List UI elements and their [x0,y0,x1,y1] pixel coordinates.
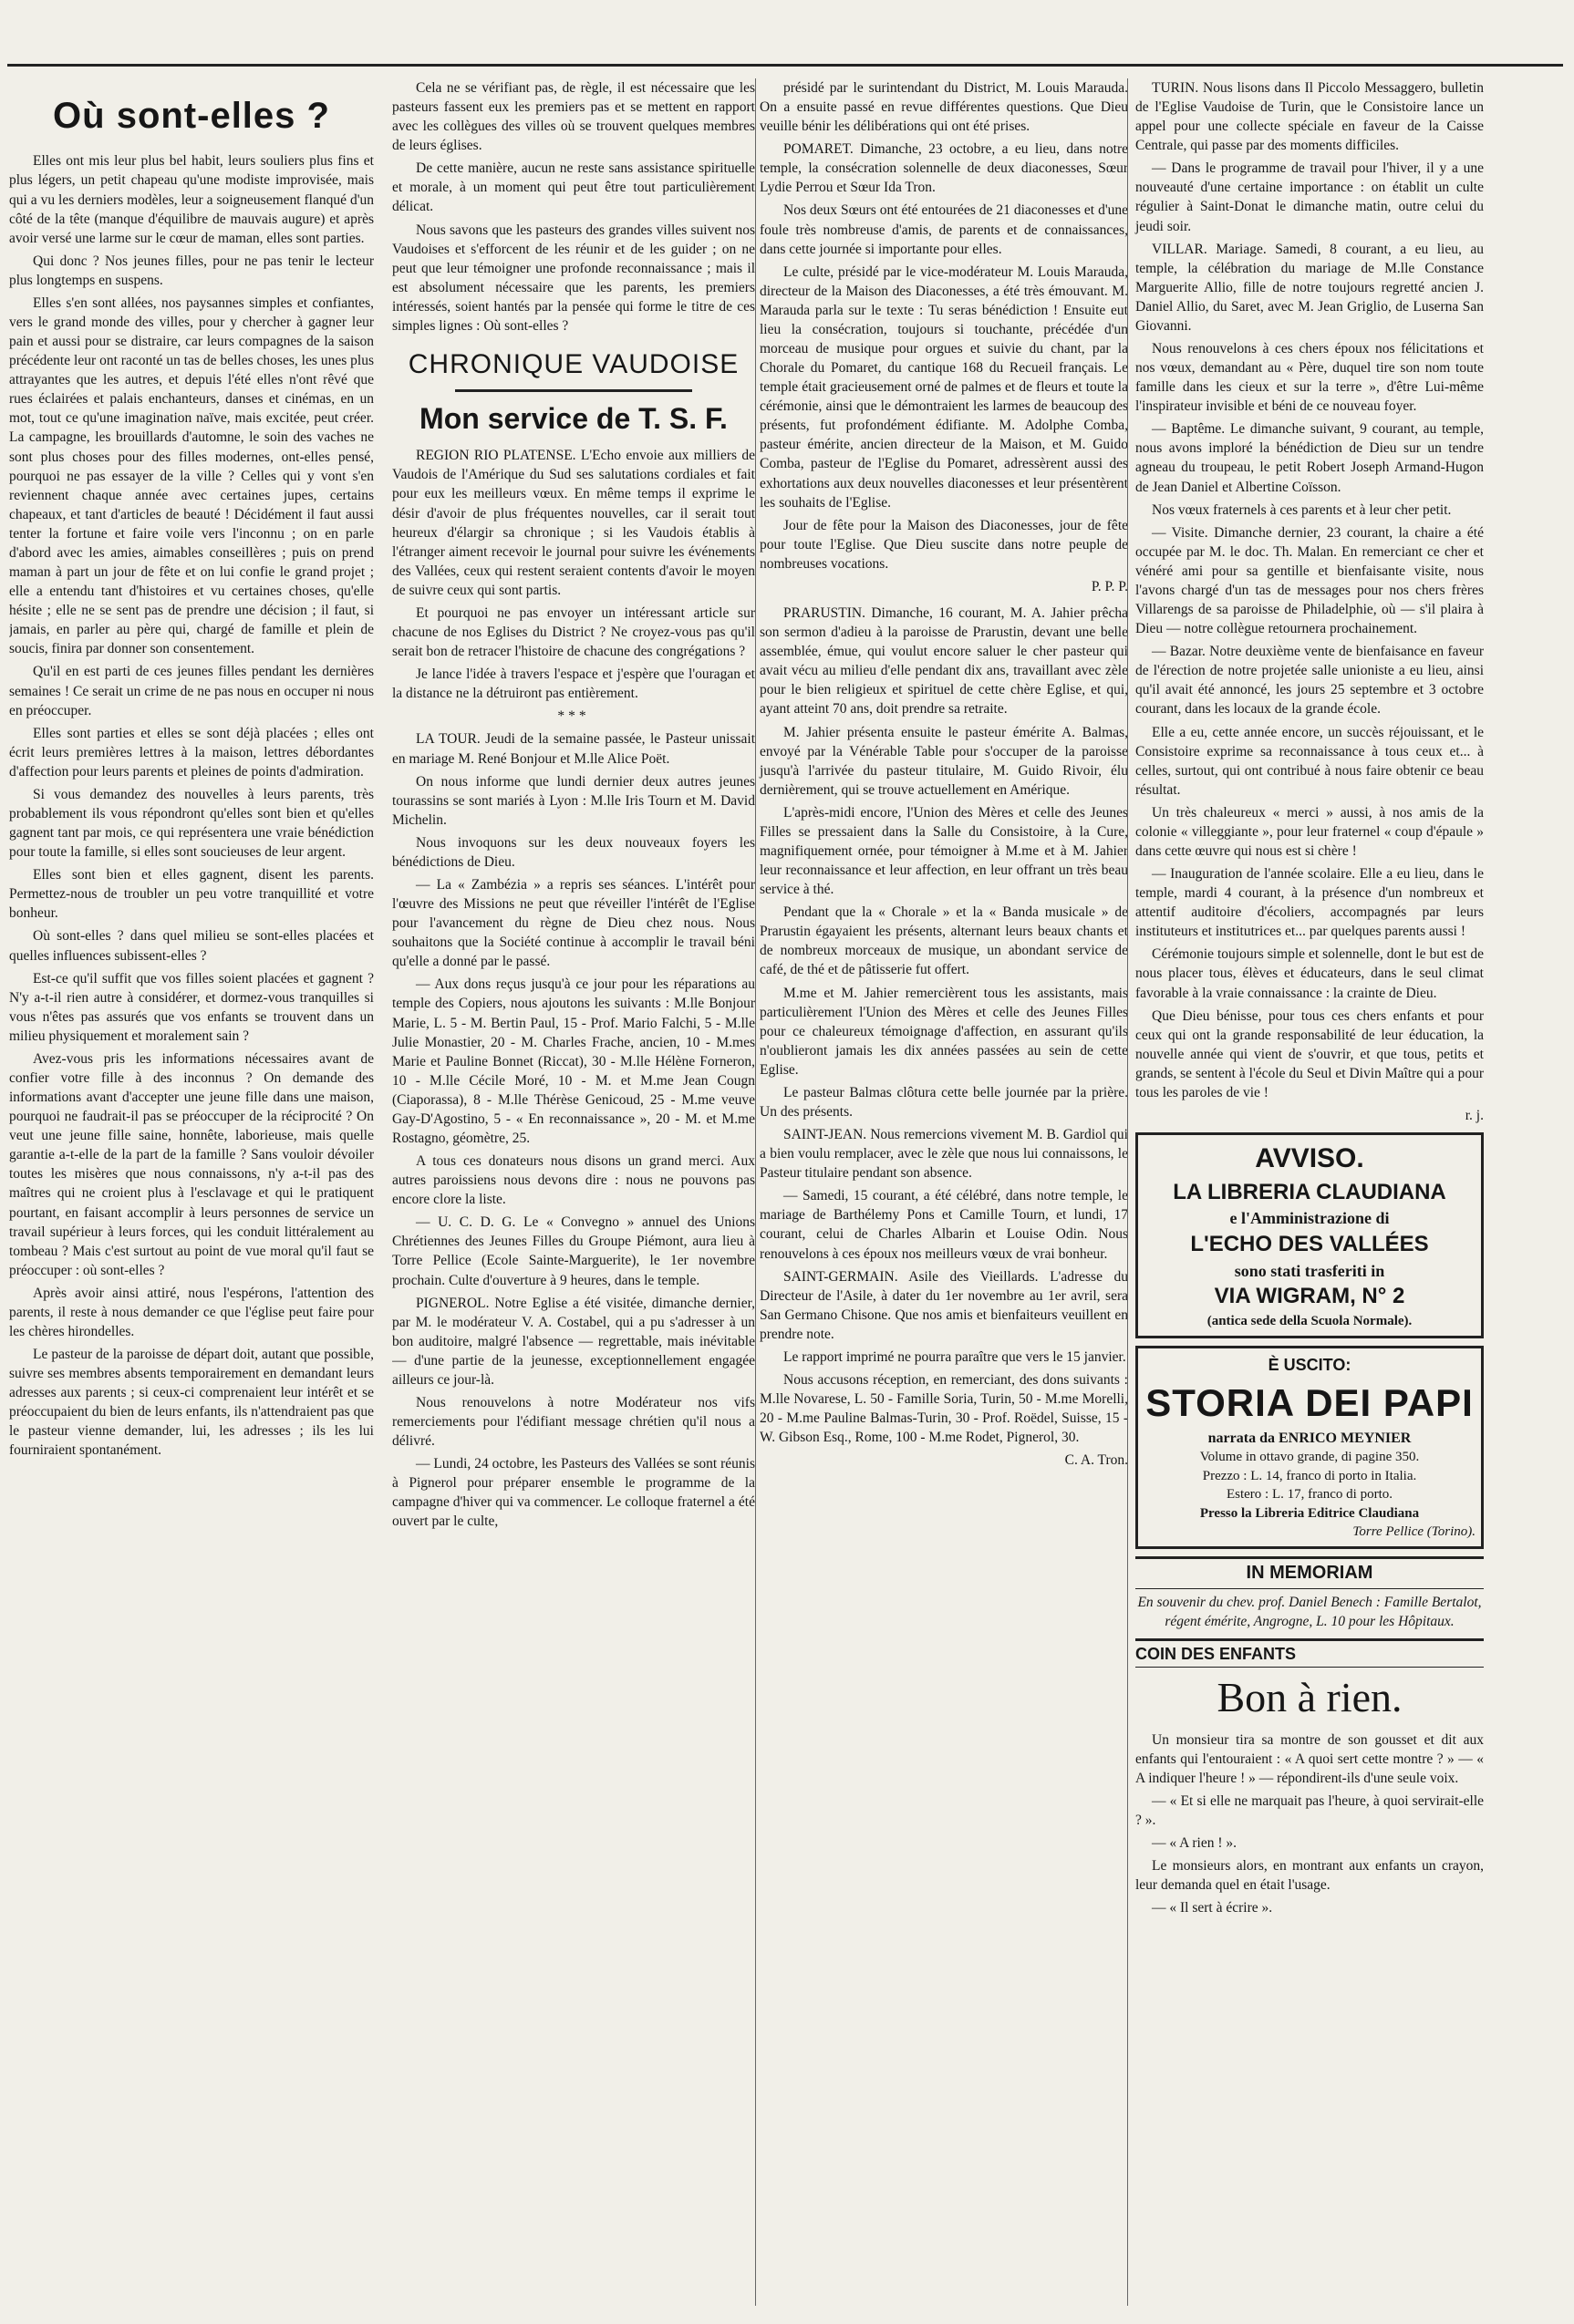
advert-line: Torre Pellice (Torino). [1352,1524,1476,1539]
advert-title: STORIA DEI PAPI [1145,1380,1474,1424]
signature: C. A. Tron. [1064,1452,1128,1469]
column-1 [9,78,374,2306]
chronicle-body [392,729,755,1531]
children-story-body [1135,1730,1484,1918]
paragraph: — U. C. D. G. Le « Convegno » annuel des Unions Chrétiennes des Jeunes Filles du Groupe Piémont, aura lieu à Torre Pellice (Ecole Sainte-Marguerite), le 1er novembre prochain. Culte d'ouverture à 9 heures, dans le temple. [392,1214,755,1288]
paragraph: A tous ces donateurs nous disons un grand merci. Aux autres paroissiens nous devons dire : nous ne pouvons pas encore clore la liste. [392,1153,755,1208]
paragraph: Elle a eu, cette année encore, un succès réjouissant, et le Consistoire exprime sa reconnaissance à tous ceux et... à celles, surtout, qui ont contribué à nous faire obtenir ce beau résultat. [1135,724,1484,798]
avviso-line: VIA WIGRAM, N° 2 [1214,1284,1405,1309]
paragraph: L'après-midi encore, l'Union des Mères et celle des Jeunes Filles se pressaient dans la Salle du Consistoire, à la Cure, magnifiquement ornée, pour témoigner à M.me et à M. Jahier leur reconnaissance et leur affection, en leur offrant un très beau service à thé. [760,804,1128,898]
paragraph: Le pasteur de la paroisse de départ doit, autant que possible, suivre ses membres absents temporairement en demandant leurs adresses aux parents ; si ceux-ci comprenaient leur intérêt et se préoccupaient du bien de leurs enfants, ils n'attendraient pas que le pasteur vienne demander, lui, les adresses ; ils les lui fourniraient spontanément. [9,1347,374,1459]
column-3 [755,78,1128,2306]
avviso-line: LA LIBRERIA CLAUDIANA [1173,1179,1446,1204]
paragraph: LA TOUR. Jeudi de la semaine passée, le Pasteur unissait en mariage M. René Bonjour et M.lle Alice Poët. [392,731,755,767]
paragraph: Qui donc ? Nos jeunes filles, pour ne pas tenir le lecteur plus longtemps en suspens. [9,253,374,288]
paragraph: — Inauguration de l'année scolaire. Elle a eu lieu, dans le temple, mardi 4 courant, à la présence d'un nombreux et attentif auditoire d'écoliers, accompagnés par leurs instituteurs et institutrices et... par quelques parents aussi ! [1135,866,1484,940]
paragraph: Et pourquoi ne pas envoyer un intéressant article sur chacune de nos Eglises du District ? Ne croyez-vous pas qu'il serait bon de retracer l'histoire de chacune des congrégations ? [392,604,755,660]
advert-line: Presso la Libreria Editrice Claudiana [1199,1505,1420,1521]
advert-line: Volume in ottavo grande, di pagine 350. [1199,1450,1420,1465]
section-title: CHRONIQUE VAUDOISE [408,349,740,380]
paragraph: Elles sont bien et elles gagnent, disent les parents. Permettez-nous de troubler un peu votre tranquillité et votre bonheur. [9,867,374,922]
paragraph: PRARUSTIN. Dimanche, 16 courant, M. A. Jahier prêcha son sermon d'adieu à la paroisse de Prarustin, devant une belle assemblée, émue, qui voulut encore saluer le cher pasteur qui avait vécu au milieu d'elle pendant dix ans, travaillant avec zèle pour le bien religieux et spirituel de cette chère Eglise, et qui, ayant atteint 70 ans, doit prendre sa retraite. [760,605,1128,718]
paragraph: Elles sont parties et elles se sont déjà placées ; elles ont écrit leurs premières lettres à la maison, lettres débordantes d'affection pour leurs parents et pleines de points d'admiration. [9,725,374,780]
column-4 [1127,78,1484,2306]
paragraph: PIGNEROL. Notre Eglise a été visitée, dimanche dernier, par M. le modérateur V. A. Costabel, qui a pu s'adresser à un bon auditoire, malgré l'absence — regrettable, mais inévitable — d'une partie de la jeunesse, exceptionnellement engagée ailleurs ce jour-là. [392,1295,755,1388]
paragraph: Nous savons que les pasteurs des grandes villes suivent nos Vaudoises et s'efforcent de les réunir et de les guider ; on ne peut que leur témoigner une profonde reconnaissance ; mais il est absolument nécessaire que les parents, les premiers intéressés, soient hantés par la pensée qui forme le titre de ces simples lignes : Où sont-elles ? [392,222,755,334]
chronicle-body-a [760,78,1128,573]
paragraph: Elles ont mis leur plus bel habit, leurs souliers plus fins et plus légers, un petit chapeau qu'une modiste improvisée, mais qui a vu les derniers modèles, leur a soigneusement flanqué d'un côté de la tête (manque d'équilibre de mauvais augure) et après avoir versé une larme sur le cœur de maman, elles sont parties. [9,153,374,246]
paragraph: Pendant que la « Chorale » et la « Banda musicale » de Prarustin égayaient les présents, alternant leurs beaux chants et de nombreux morceaux de musique, un abondant service de café, de thé et de pâtisserie fut offert. [760,904,1128,978]
paragraph: — Baptême. Le dimanche suivant, 9 courant, au temple, nous avons imploré la bénédiction de Dieu sur un tendre agneau du troupeau, le petit Robert Joseph Armand-Hugon de Jean Daniel et Albertine Coïsson. [1135,421,1484,495]
separator-stars: *** [557,708,590,725]
avviso-notice [1135,1132,1484,1338]
paragraph: Nous renouvelons à ces chers époux nos félicitations et nos vœux, demandant au « Père, duquel tire son nom toute famille dans les cieux et sur la terre », d'être Lui-même l'inspirateur invisible et béni de ce nouveau foyer. [1135,341,1484,415]
article-title: Où sont-elles ? [53,96,330,136]
paragraph: M. Jahier présenta ensuite le pasteur émérite A. Balmas, envoyé par la Vénérable Table pour s'occuper de la paroisse jusqu'à l'arrivée du pasteur titulaire, M. Guido Rivoir, élu dernièrement, qui se trouve actuellement en Amérique. [760,724,1128,798]
paragraph: — Lundi, 24 octobre, les Pasteurs des Vallées se sont réunis à Pignerol pour préparer ensemble le programme de la campagne d'hiver qui va commencer. Le colloque fraternel a été ouvert par le culte, [392,1456,755,1530]
paragraph: TURIN. Nous lisons dans Il Piccolo Messaggero, bulletin de l'Eglise Vaudoise de Turin, que le Consistoire lance un appel pour une collecte spéciale en faveur de la Caisse Centrale, qui passe par des moments difficiles. [1135,80,1484,154]
paragraph: — Visite. Dimanche dernier, 23 courant, la chaire a été occupée par M. le doc. Th. Malan. En remerciant ce cher et vénéré ami pour sa gentille et bienfaisante visite, nous l'avons chargé d'un tas de messages pour nos chers frères Villarengs de sa paroisse de Philadelphie, où — s'il plaira à Dieu — notre collègue retournera prochainement. [1135,524,1484,637]
avviso-line: sono stati trasferiti in [1234,1261,1385,1280]
paragraph: Où sont-elles ? dans quel milieu se sont-elles placées et quelles influences subissent-elles ? [9,928,374,964]
paragraph: Le pasteur Balmas clôtura cette belle journée par la prière. Un des présents. [760,1084,1128,1120]
signature: P. P. P. [1091,578,1128,594]
paragraph: Nous accusons réception, en remerciant, des dons suivants : M.lle Novarese, L. 50 - Famille Soria, Turin, 50 - M.me Morelli, 20 - M.me Pauline Balmas-Turin, 30 - Prof. Roëdel, Suisse, 15 - W. Gibson Esq., Rome, 100 - M.me Rodet, Pignerol, 30. [760,1372,1128,1446]
paragraph: Le rapport imprimé ne pourra paraître que vers le 15 janvier. [783,1348,1126,1365]
column-2 [392,78,755,2306]
paragraph: Un très chaleureux « merci » aussi, à nos amis de la colonie « villeggiante », pour leur fraternel « coup d'épaule » dans cette œuvre qui nous est si chère ! [1135,804,1484,859]
paragraph: On nous informe que lundi dernier deux autres jeunes tourassins se sont mariés à Lyon : M.lle Iris Tourn et M. David Michelin. [392,773,755,828]
paragraph: Si vous demandez des nouvelles à leurs parents, très probablement ils vous répondront qu'elles sont bien et qu'elles gagnent tant par mois, ce qui représentera une vraie bénédiction pour toute la famille, si elles sont soucieuses de leur argent. [9,786,374,861]
paragraph: — « A rien ! ». [1152,1835,1237,1852]
avviso-line: (antica sede della Scuola Normale). [1206,1313,1413,1328]
tsf-title: Mon service de T. S. F. [419,401,728,435]
paragraph: — Dans le programme de travail pour l'hiver, il y a une nouveauté d'une certaine importance : on établit un culte régulier à Saint-Donat le dimanche matin, outre celui du jeudi soir. [1135,160,1484,234]
advert-line: narrata da ENRICO MEYNIER [1207,1430,1412,1446]
paragraph: — « Il sert à écrire ». [1152,1900,1273,1916]
paragraph: Nous renouvelons à notre Modérateur nos vifs remerciements pour l'édifiant message chrétien qu'il nous a délivré. [392,1395,755,1450]
paragraph: — Bazar. Notre deuxième vente de bienfaisance en faveur de l'érection de notre projetée salle unioniste a eu lieu, ainsi qu'il avait été annoncé, les jours 25 septembre et 3 octobre courant, dans les locaux de la grande école. [1135,644,1484,718]
avviso-line: L'ECHO DES VALLÉES [1190,1231,1429,1256]
paragraph: VILLAR. Mariage. Samedi, 8 courant, a eu lieu, au temple, la célébration du mariage de M.lle Constance Marguerite Allio, fille de notre toujours regretté ancien J. Daniel Allio, du Saret, avec M. Jean Griglio, de Luserna San Giovanni. [1135,241,1484,334]
paragraph: Elles s'en sont allées, nos paysannes simples et confiantes, vers le grand monde des villes, pour y chercher à gagner leur pain et aussi pour se distraire, car leurs compagnes de la saison précédente leur ont raconté un tas de belles choses, les unes plus attrayantes que les autres, et depuis l'été elles n'ont rêvé que rues éclairées et palais enchanteurs, danses et cinémas, en un mot, tout ce qu'une imagination naïve, mais excitée, peut créer. La campagne, les brouillards d'automne, le soin des vaches ne sont plus choses pour des filles modernes, ont-elles pensé, pourquoi ne pas essayer de la ville ? Celles qui y vont s'en reviennent chaque année avec certaines jupes, certains chapeaux, et tant d'articles de beauté ! Décidément il faut aussi tenter la fortune et faire voile vers l'inconnu ; on en parle d'abord avec les amies, aimables conseillères ; puis on prend maman à part un jour de fête et on lui confie le grand projet ; elle a entendu tant d'histoires et vu certaines choses, qu'elle hésite ; elle ne se sent pas de prendre une décision ; il faut, si jamais, en parler au père qui, chargé de famille et plein de soucis, finira par donner son consentement. [9,294,374,657]
advert-line: È USCITO: [1268,1356,1351,1375]
memoriam-paragraph: En souvenir du chev. prof. Daniel Benech : Famille Bertalot, régent émérite, Angrogne, L. 10 pour les Hôpitaux. [1137,1594,1482,1629]
paragraph: POMARET. Dimanche, 23 octobre, a eu lieu, dans notre temple, la consécration solennelle de deux diaconesses, Sœur Lydie Perrou et Sœur Ida Tron. [760,141,1128,196]
tsf-body [392,446,755,703]
paragraph: Le culte, présidé par le vice-modérateur M. Louis Marauda, directeur de la Maison des Diaconesses, a été très émouvant. M. Marauda parla sur le texte : Tu seras bénédiction ! Ensuite eut lieu la consécration, toujours si touchante, précédée d'un morceau de musique pour orgues et suivie du chant, par la Chorale du Pomaret, du cantique 168 du Recueil français. Le temple était gracieusement orné de palmes et de fleurs et toute la cérémonie, ainsi que le démontraient les larmes de beaucoup des présents, fut profondément édifiante. M. Adolphe Comba, pasteur émérite, ancien directeur de la Maison, et M. Guido Comba, pasteur de l'Eglise du Pomaret, adressèrent aussi des exhortations aux deux nouvelles diaconesses et leur présentèrent les souhaits de l'Eglise. [760,263,1128,511]
paragraph: Est-ce qu'il suffit que vos filles soient placées et gagnent ? N'y a-t-il rien autre à considérer, et dormez-vous tranquilles si vous n'êtes pas assurés que vos enfants se trouvent dans un milieu physiquement et moralement sain ? [9,970,374,1044]
avviso-line: e l'Amministrazione di [1229,1209,1390,1228]
chronicle-body [1135,78,1484,1102]
memoriam-title: IN MEMORIAM [1135,1556,1484,1588]
paragraph: Avez-vous pris les informations nécessaires avant de confier votre fille à des inconnus ? On demande des informations avant d'accepter une jeune fille dans une maison, pourquoi ne faudrait-il pas se préoccuper de la réciprocité ? On veut une jeune fille saine, honnête, laborieuse, mais quelle garantie a-t-elle de la part de la famille ? Sans vouloir dévoiler toutes les misères que nous connaissons, n'y a-t-il pas des maîtres qui ne croient plus à l'esclavage et qui le pratiquent pourtant, en faisant accomplir à leurs personnes de service un travail supérieur à leurs forces, qui les conduit littéralement au tombeau ? Mais c'est surtout au point de vue moral qu'il faut se préoccuper : où sont-elles ? [9,1050,374,1278]
paragraph: SAINT-GERMAIN. Asile des Vieillards. L'adresse du Directeur de l'Asile, à dater du 1er novembre au 1er avril, sera San Germano Chisone. Que nos amis et bienfaiteurs veuillent en prendre note. [760,1268,1128,1342]
paragraph: — Samedi, 15 courant, a été célébré, dans notre temple, le mariage de Barthélemy Pons et Camille Tourn, et lundi, 17 courant, celui de Charles Albarin et Louise Odin. Nous renouvelons à ces époux nos meilleurs vœux de vrai bonheur. [760,1188,1128,1262]
chronicle-body-b [760,604,1128,1447]
memoriam-text [1135,1593,1484,1631]
paragraph: Qu'il en est parti de ces jeunes filles pendant les dernières semaines ! Ce serait un crime de ne pas nous en occuper ni nous en préoccuper. [9,664,374,718]
paragraph: — Aux dons reçus jusqu'à ce jour pour les réparations au temple des Copiers, nous ajoutons les suivants : M.lle Bonjour Marie, L. 5 - M. Bertin Paul, 15 - Prof. Mario Falchi, 5 - M.lle Julie Monastier, 20 - M. Charles Frache, ancien, 10 - M.mes Marie et Pauline Bonnet (Riccat), 30 - M.lle Hélène Forneron, 10 - M.lle Cécile Moré, 10 - M. et M.me Jean Cougn (Ciaporassa), 8 - M.lle Thérèse Genicoud, 25 - M.me veuve Gay-D'Agostino, 5 - « En reconnaissance », 20 - M. et M.me Rostagno, géomètre, 25. [392,976,755,1146]
paragraph: Nos deux Sœurs ont été entourées de 21 diaconesses et d'une foule très nombreuse d'amis, de parents et de connaissances, dans cette journée si importante pour elles. [760,202,1128,257]
paragraph: — La « Zambézia » a repris ses séances. L'intérêt pour l'œuvre des Missions ne peut que réveiller l'intérêt de l'Eglise pour l'avancement du règne de Dieu chez nous. Nous souhaitons que la Société continue à accomplir le travail béni qu'elle a donné par le passé. [392,876,755,970]
signature: r. j. [1465,1107,1484,1123]
paragraph: Cérémonie toujours simple et solennelle, dont le but est de nous placer tous, élèves et éducateurs, dans le seul climat favorable à la vraie connaissance : la crainte de Dieu. [1135,946,1484,1001]
advert-line: Estero : L. 17, franco di porto. [1226,1487,1393,1503]
paragraph: SAINT-JEAN. Nous remercions vivement M. B. Gardiol qui a bien voulu remplacer, avec le zèle que nous lui connaissons, le Pasteur titulaire pendant son absence. [760,1127,1128,1182]
paragraph: Cela ne se vérifiant pas, de règle, il est nécessaire que les pasteurs fassent eux les premiers pas et se mettent en rapport avec les collègues des villes où se trouvent quelques membres de leurs églises. [392,80,755,154]
section-rule [455,389,692,392]
paragraph: M.me et M. Jahier remercièrent tous les assistants, mais particulièrement l'Union des Mères et celle des Jeunes Filles pour ce chaleureux témoignage d'affection, en assurant qu'ils n'oublieront jamais les dix années passées au sein de cette Eglise. [760,985,1128,1078]
paragraph: Que Dieu bénisse, pour tous ces chers enfants et pour ceux qui ont la grande responsabilité de leur éducation, la nouvelle année qui vient de s'ouvrir, et que tous, petits et grands, se sentent à l'école du Seul et Divin Maître qui a pour tous les paroles de vie ! [1135,1007,1484,1100]
paragraph: Un monsieur tira sa montre de son gousset et dit aux enfants qui l'entouraient : « A quoi sert cette montre ? » — « A indiquer l'heure ! » — répondirent-ils d'une seule voix. [1135,1731,1484,1786]
top-rule [7,64,1563,67]
paragraph: De cette manière, aucun ne reste sans assistance spirituelle et morale, à un moment qui peut être tout particulièrement délicat. [392,160,755,215]
children-story-title: Bon à rien. [1217,1674,1403,1721]
paragraph: présidé par le surintendant du District, M. Louis Marauda. On a ensuite passé en revue différentes questions. Que Dieu veuille bénir les délibérations qui ont été prises. [760,80,1128,135]
avviso-title: AVVISO. [1255,1143,1364,1174]
children-corner-title: COIN DES ENFANTS [1135,1638,1484,1668]
paragraph: REGION RIO PLATENSE. L'Echo envoie aux milliers de Vaudois de l'Amérique du Sud ses salutations cordiales et fait pour eux les meilleurs vœux. En même temps il exprime le désir d'avoir de plus fréquentes nouvelles, car il serait tout heureux d'élargir sa chronique ; si les Vaudois établis à l'étranger aiment recevoir le journal pour suivre les événements des Vallées, ceux qui restent seraient contents d'avoir le moyen de suivre ceux qui sont partis. [392,448,755,598]
paragraph: Le monsieurs alors, en montrant aux enfants un crayon, leur demanda quel en était l'usage. [1135,1858,1484,1894]
paragraph: Après avoir ainsi attiré, nous l'espérons, l'attention des parents, il reste à nous demander ce que l'église peut faire pour les chères hirondelles. [9,1285,374,1339]
book-advert [1135,1346,1484,1549]
paragraph: Nous invoquons sur les deux nouveaux foyers les bénédictions de Dieu. [392,834,755,870]
advert-line: Prezzo : L. 14, franco di porto in Italia. [1202,1468,1417,1483]
article-body [9,151,374,1460]
paragraph: Je lance l'idée à travers l'espace et j'espère que l'ouragan et la distance ne la détruiront pas entièrement. [392,666,755,702]
paragraph: — « Et si elle ne marquait pas l'heure, à quoi servirait-elle ? ». [1135,1792,1484,1829]
paragraph: Jour de fête pour la Maison des Diaconesses, jour de fête pour toute l'Eglise. Que Dieu suscite dans notre peuple de nombreuses vocations. [760,517,1128,572]
article-continuation [392,78,755,336]
paragraph: Nos vœux fraternels à ces parents et à leur cher petit. [1152,501,1452,518]
